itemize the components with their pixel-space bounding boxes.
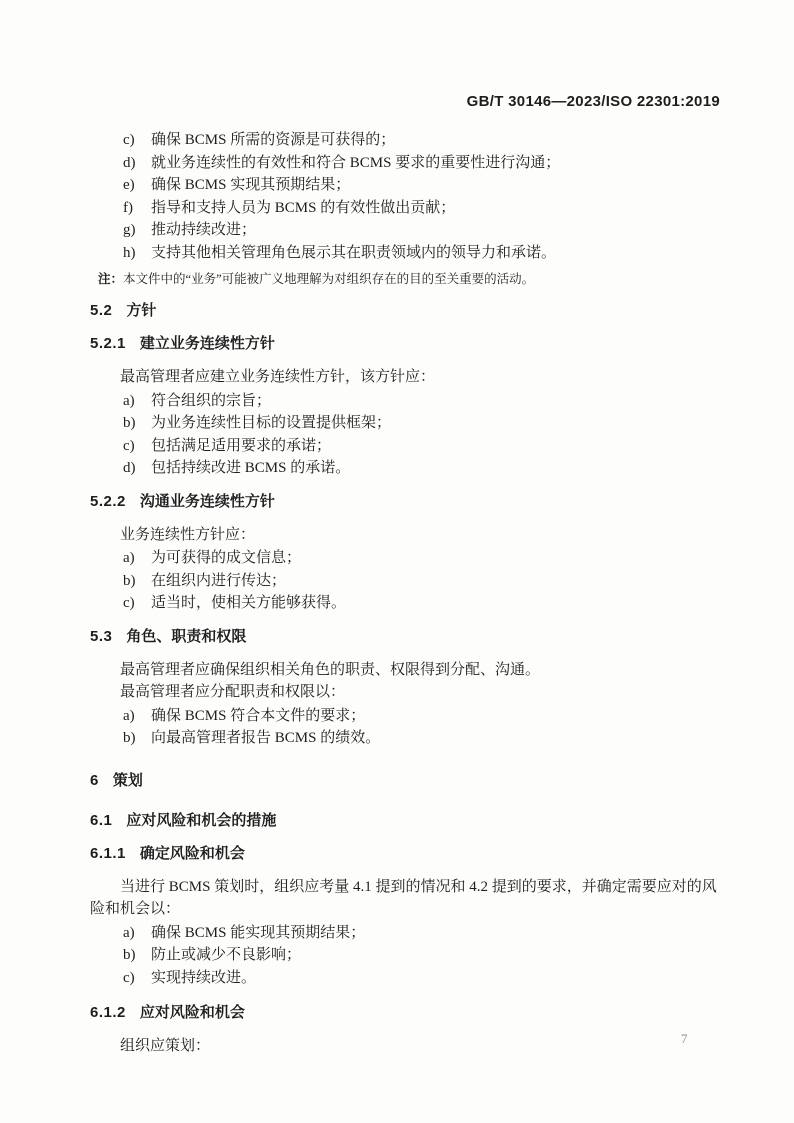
list-item-text: 为业务连续性目标的设置提供框架； [151, 415, 392, 431]
list-item-text: 包括持续改进 BCMS 的承诺。 [151, 460, 351, 476]
list-item [123, 592, 720, 615]
section-title: 应对风险和机会 [139, 1004, 245, 1021]
chapter-heading-6 [90, 770, 720, 792]
list-item-label: a) [123, 924, 135, 941]
list-item-text: 确保 BCMS 所需的资源是可获得的； [151, 132, 396, 148]
list-item-label: e) [123, 177, 135, 193]
list-item-label: c) [123, 437, 135, 454]
list-item [123, 219, 720, 242]
paragraph: 最高管理者应分配职责和权限以： [120, 684, 346, 700]
paragraph: 组织应策划： [120, 1038, 211, 1054]
list-item-text: 确保 BCMS 符合本文件的要求； [151, 707, 366, 724]
list-item-text: 就业务连续性的有效性和符合 BCMS 要求的重要性进行沟通； [151, 154, 561, 171]
paragraph: 最高管理者应建立业务连续性方针，该方针应： [120, 369, 436, 385]
section-title: 应对风险和机会的措施 [126, 811, 277, 829]
list-item-text: 向最高管理者报告 BCMS 的绩效。 [151, 730, 381, 746]
section-heading-6-1-1 [90, 843, 720, 865]
list-item [123, 435, 720, 458]
list-item-label: f) [123, 199, 133, 216]
section-title: 角色、职责和权限 [126, 627, 247, 645]
list-item-text: 指导和支持人员为 BCMS 的有效性做出贡献； [151, 199, 456, 216]
list-item-text: 为可获得的成文信息； [151, 550, 302, 566]
list-item-text: 在组织内进行传达； [151, 572, 287, 589]
list-item [123, 944, 720, 967]
list-item-label: d) [123, 154, 136, 171]
list-item [123, 922, 720, 945]
section-heading-6-1 [90, 810, 720, 832]
list-item [123, 967, 720, 990]
list-item-label: c) [123, 595, 135, 611]
lettered-list-policy [90, 390, 720, 480]
list-item [123, 390, 720, 413]
list-item-label: b) [123, 947, 136, 963]
list-item-label: b) [123, 415, 136, 431]
section-heading-5-2-2 [90, 491, 720, 513]
note-text: 本文件中的“业务”可能被广义地理解为对组织存在的目的至关重要的活动。 [123, 272, 535, 286]
list-item-text: 确保 BCMS 实现其预期结果； [151, 177, 351, 193]
section-heading-5-2-1 [90, 333, 720, 355]
section-number: 5.2.1 [90, 335, 126, 352]
list-item-text: 符合组织的宗旨； [151, 392, 272, 409]
list-item [123, 152, 720, 175]
list-item-text: 包括满足适用要求的承诺； [151, 437, 332, 454]
paragraph: 最高管理者应确保组织相关角色的职责、权限得到分配、沟通。 [120, 661, 541, 678]
section-number: 5.2.2 [90, 492, 126, 510]
list-item [123, 457, 720, 480]
section-title: 建立业务连续性方针 [139, 335, 275, 352]
section-title: 策划 [112, 771, 143, 789]
list-item-text: 防止或减少不良影响； [151, 947, 302, 963]
section-heading-6-1-2 [90, 1002, 720, 1024]
list-item-text: 确保 BCMS 能实现其预期结果； [151, 924, 366, 941]
section-number: 6.1.1 [90, 844, 126, 862]
paragraph: 当进行 BCMS 策划时，组织应考量 4.1 提到的情况和 4.2 提到的要求，并确定需要应对的风险和机会以： [90, 878, 717, 917]
section-number: 5.3 [90, 627, 113, 645]
lettered-list-roles [90, 705, 720, 750]
note-label: 注： [98, 272, 124, 286]
list-item [123, 242, 720, 265]
list-item-text: 推动持续改进； [151, 222, 257, 238]
standard-code-header: GB/T 30146—2023/ISO 22301:2019 [466, 93, 720, 110]
list-item-label: a) [123, 392, 135, 409]
list-item-text: 适当时，使相关方能够获得。 [151, 595, 347, 611]
list-item-label: c) [123, 132, 135, 148]
list-item [123, 570, 720, 593]
list-item-text: 支持其他相关管理角色展示其在职责领域内的领导力和承诺。 [151, 244, 557, 261]
section-heading-5-3 [90, 626, 720, 648]
note [90, 269, 720, 289]
section-number: 6 [90, 771, 99, 789]
paragraph: 业务连续性方针应： [120, 526, 256, 543]
list-item-text: 实现持续改进。 [151, 969, 257, 986]
section-title: 确定风险和机会 [139, 844, 245, 862]
section-title: 方针 [126, 302, 157, 319]
list-item-label: a) [123, 707, 135, 724]
section-number: 5.2 [90, 302, 113, 319]
list-item-label: b) [123, 572, 136, 589]
section-number: 6.1 [90, 811, 113, 829]
list-item-label: b) [123, 730, 136, 746]
lettered-list-leadership [90, 129, 720, 264]
page-number: 7 [681, 1031, 688, 1046]
lettered-list-communicate-policy [90, 547, 720, 615]
list-item-label: d) [123, 460, 136, 476]
list-item [123, 705, 720, 728]
section-number: 6.1.2 [90, 1004, 126, 1021]
lettered-list-risks [90, 922, 720, 990]
list-item-label: h) [123, 244, 136, 261]
list-item [123, 197, 720, 220]
list-item-label: g) [123, 222, 136, 238]
list-item-label: a) [123, 550, 135, 566]
list-item [123, 727, 720, 750]
list-item [123, 174, 720, 197]
list-item [123, 412, 720, 435]
list-item-label: c) [123, 969, 135, 986]
list-item [123, 547, 720, 570]
section-title: 沟通业务连续性方针 [139, 492, 275, 510]
list-item [123, 129, 720, 152]
section-heading-5-2 [90, 300, 720, 322]
